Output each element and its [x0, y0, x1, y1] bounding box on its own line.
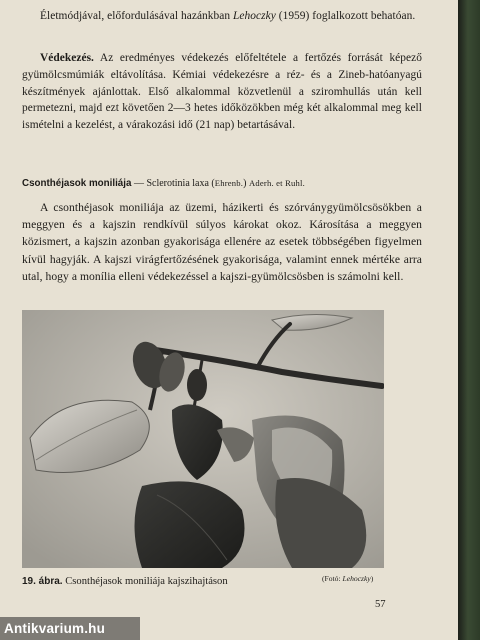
- watermark: Antikvarium.hu: [0, 617, 140, 640]
- species-name: — Sclerotinia laxa (: [131, 178, 215, 189]
- photo-credit-text: ): [370, 574, 374, 583]
- paragraph-text: (1959) foglalkozott behatóan.: [275, 10, 416, 22]
- species-name-separator: ): [243, 178, 249, 189]
- author-name: Lehoczky: [233, 10, 276, 22]
- photo-credit-text: (Fotó:: [322, 574, 343, 583]
- figure-number: 19. ábra.: [22, 576, 63, 587]
- species-author: Aderh. et Ruhl.: [248, 178, 305, 188]
- photo-credit: [322, 574, 373, 583]
- paragraph-text: A csonthéjasok moniliája az üzemi, házikerti és szórványgyümölcsösökben a meggyen és a kajszin rendkívül súlyos károkat okoz. Károsítása a meggyen közismert, a kajszin azonban gyakorisága ellenére az esetek többségében figyelmen kívül hagyják. A kajszi virágfertőzésének gyakorisága, valamint ennek mértéke arra utal, hogy a monília elleni védekezéssel a kajszi-gyümölcsösben is számolni kell.: [22, 201, 422, 283]
- paragraph-label: Védekezés.: [40, 52, 94, 64]
- paragraph-text: Az eredményes védekezés előfeltétele a fertőzés forrását képező gyümölcsmúmiák eltávolítása. Kémiai védekezésre a réz- és a Zineb-hatóanyagú készítmények ajánlottak. Első alkalommal közvetlenül a sziromhullás után kell permetezni, majd ezt követően 2—3 hetes időközökben még két alkalommal meg kell ismételni a kezelést, a várakozási idő (21 nap) betartásával.: [22, 52, 422, 132]
- paragraph-stone-fruit-monilia: [22, 199, 422, 285]
- figure-caption: [22, 576, 228, 587]
- section-heading: [22, 176, 422, 191]
- paragraph-protection: [22, 50, 422, 134]
- paragraph-lifestyle: [22, 8, 422, 25]
- paragraph-text: Életmódjával, előfordulásával hazánkban: [40, 10, 234, 22]
- book-spine: [458, 0, 480, 640]
- photo-credit-author: Lehoczky: [342, 574, 371, 583]
- section-title: Csonthéjasok moniliája: [22, 178, 132, 189]
- apricot-shoot-photo: [22, 310, 384, 568]
- figure-caption-text: Csonthéjasok moniliája kajszihajtáson: [62, 576, 228, 587]
- figure-photo: [22, 310, 384, 568]
- page-number: 57: [375, 599, 386, 610]
- species-author: Ehrenb.: [214, 178, 244, 188]
